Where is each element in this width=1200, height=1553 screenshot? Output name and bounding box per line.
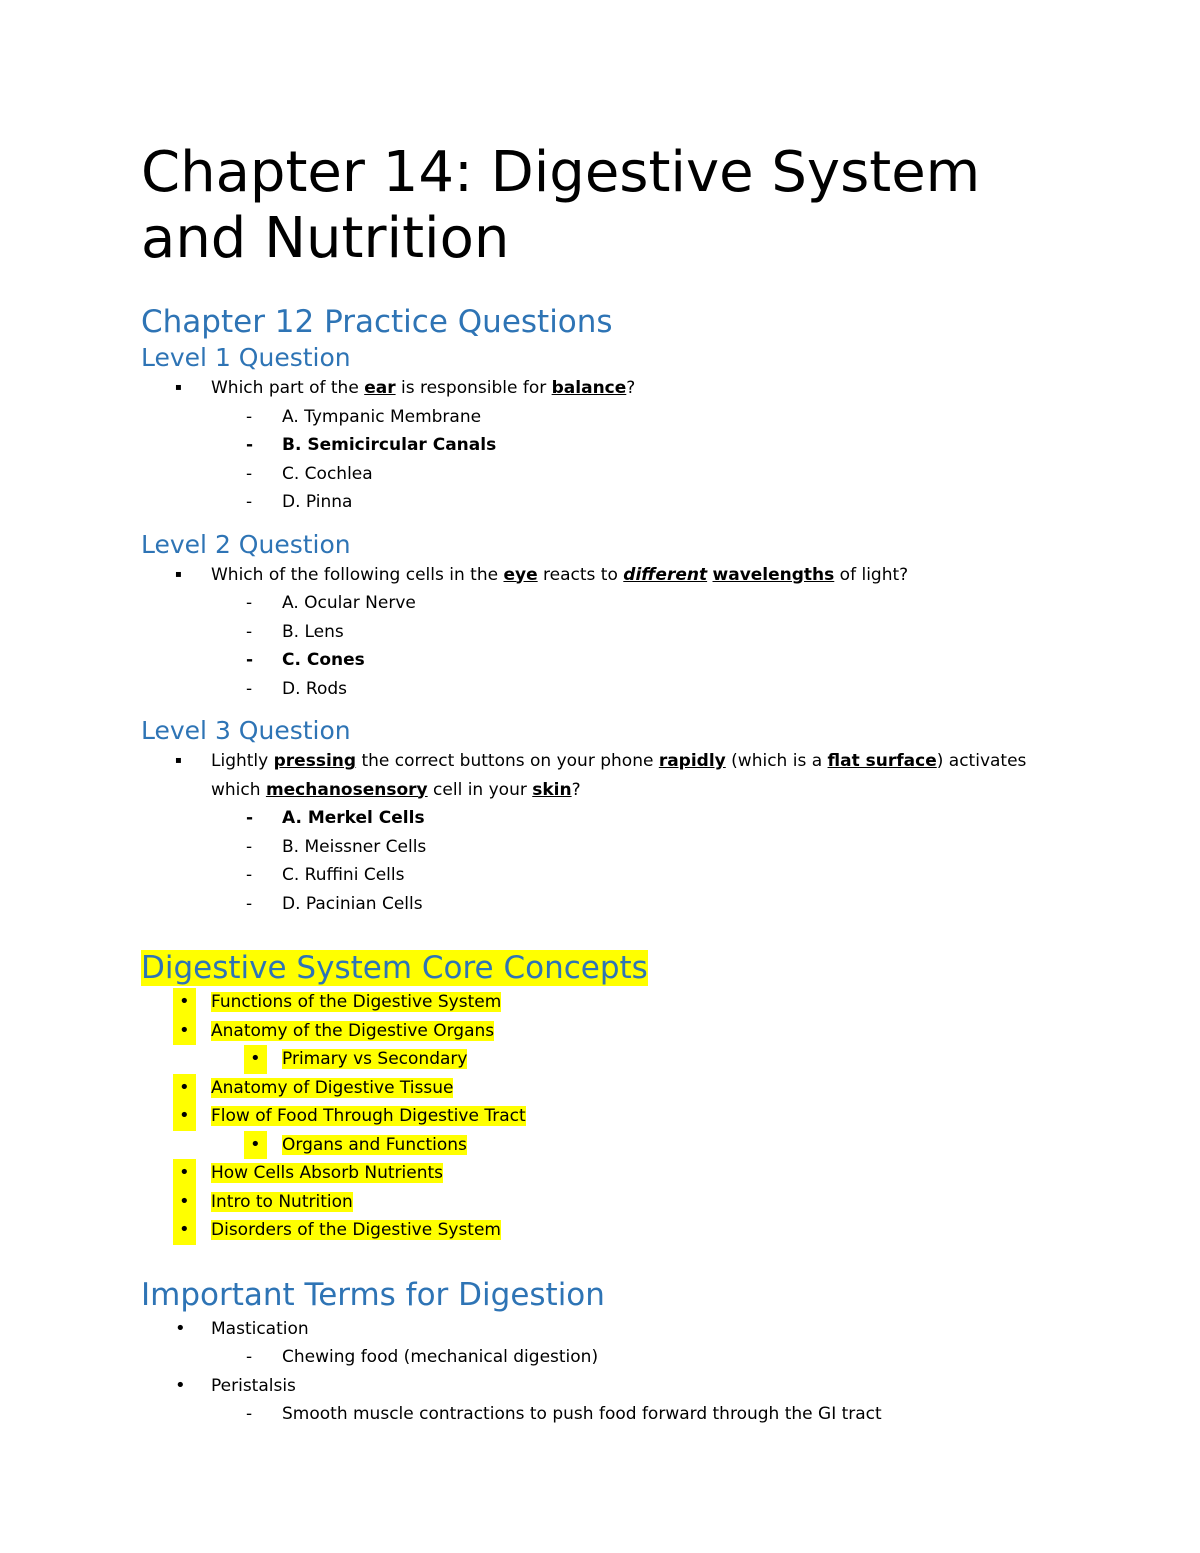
bullet-icon: • xyxy=(175,1374,186,1396)
option-item: - D. Rods xyxy=(141,675,1061,704)
option-item: - C. Cochlea xyxy=(141,460,1061,489)
dash-marker: - xyxy=(246,865,253,885)
document-title: Chapter 14: Digestive System and Nutrition xyxy=(141,140,981,271)
level3-heading: Level 3 Question xyxy=(141,716,351,745)
option-item: - D. Pinna xyxy=(141,488,1061,517)
option-item: - A. Tympanic Membrane xyxy=(141,403,1061,432)
level2-question: ▪ Which of the following cells in the eye reacts to different wavelengths of light? xyxy=(141,561,1061,590)
core-subitem: • Primary vs Secondary xyxy=(141,1045,1061,1074)
level2-heading: Level 2 Question xyxy=(141,529,351,559)
bullet-icon: • xyxy=(244,1045,267,1074)
bullet-icon: • xyxy=(173,1159,196,1188)
term-definition: - Smooth muscle contractions to push food forward through the GI tract xyxy=(141,1400,1061,1429)
dash-marker: - xyxy=(246,593,253,613)
core-concepts-heading: Digestive System Core Concepts xyxy=(141,950,648,986)
core-item: • Disorders of the Digestive System xyxy=(141,1216,1061,1245)
correct-option-item: - A. Merkel Cells xyxy=(141,804,1061,833)
core-item: • Functions of the Digestive System xyxy=(141,988,1061,1017)
option-item: - D. Pacinian Cells xyxy=(141,890,1061,919)
dash-marker: - xyxy=(246,621,253,642)
dash-marker: - xyxy=(246,678,253,699)
option-item: - B. Lens xyxy=(141,618,1061,647)
level1-question: ▪ Which part of the ear is responsible for balance? xyxy=(141,374,1061,403)
document-page xyxy=(141,140,1061,1429)
term-item: • Mastication xyxy=(141,1315,1061,1344)
bullet-icon: • xyxy=(173,1102,196,1131)
core-item: • Anatomy of Digestive Tissue xyxy=(141,1074,1061,1103)
term-item: • Peristalsis xyxy=(141,1372,1061,1401)
square-bullet-icon: ▪ xyxy=(175,382,182,393)
bullet-icon: • xyxy=(173,1216,196,1245)
square-bullet-icon: ▪ xyxy=(175,755,182,766)
core-item: • Anatomy of the Digestive Organs xyxy=(141,1017,1061,1046)
dash-marker: - xyxy=(246,1347,253,1367)
correct-option-item: - B. Semicircular Canals xyxy=(141,431,1061,460)
dash-marker: - xyxy=(246,492,253,512)
terms-heading: Important Terms for Digestion xyxy=(141,1276,605,1313)
square-bullet-icon: ▪ xyxy=(175,568,182,580)
core-item: • Flow of Food Through Digestive Tract xyxy=(141,1102,1061,1131)
dash-marker: - xyxy=(246,808,254,828)
option-item: - B. Meissner Cells xyxy=(141,833,1061,862)
core-item: • Intro to Nutrition xyxy=(141,1188,1061,1217)
level1-heading: Level 1 Question xyxy=(141,343,351,372)
option-item: - C. Ruffini Cells xyxy=(141,861,1061,890)
correct-option-item: - C. Cones xyxy=(141,646,1061,675)
dash-marker: - xyxy=(246,1404,253,1424)
dash-marker: - xyxy=(246,435,254,455)
dash-marker: - xyxy=(246,836,253,857)
core-subitem: • Organs and Functions xyxy=(141,1131,1061,1160)
bullet-icon: • xyxy=(173,988,196,1017)
bullet-icon: • xyxy=(173,1188,196,1217)
bullet-icon: • xyxy=(244,1131,267,1160)
practice-heading: Chapter 12 Practice Questions xyxy=(141,304,613,340)
dash-marker: - xyxy=(246,406,253,427)
term-definition: - Chewing food (mechanical digestion) xyxy=(141,1343,1061,1372)
core-item: • How Cells Absorb Nutrients xyxy=(141,1159,1061,1188)
bullet-icon: • xyxy=(175,1317,186,1339)
level3-question: ▪ Lightly pressing the correct buttons on your phone rapidly (which is a flat surface) activates which mechanosensory cell in your skin? xyxy=(141,747,1061,804)
dash-marker: - xyxy=(246,650,254,670)
dash-marker: - xyxy=(246,893,253,914)
option-item: - A. Ocular Nerve xyxy=(141,589,1061,618)
dash-marker: - xyxy=(246,463,253,484)
bullet-icon: • xyxy=(173,1017,196,1046)
bullet-icon: • xyxy=(173,1074,196,1103)
